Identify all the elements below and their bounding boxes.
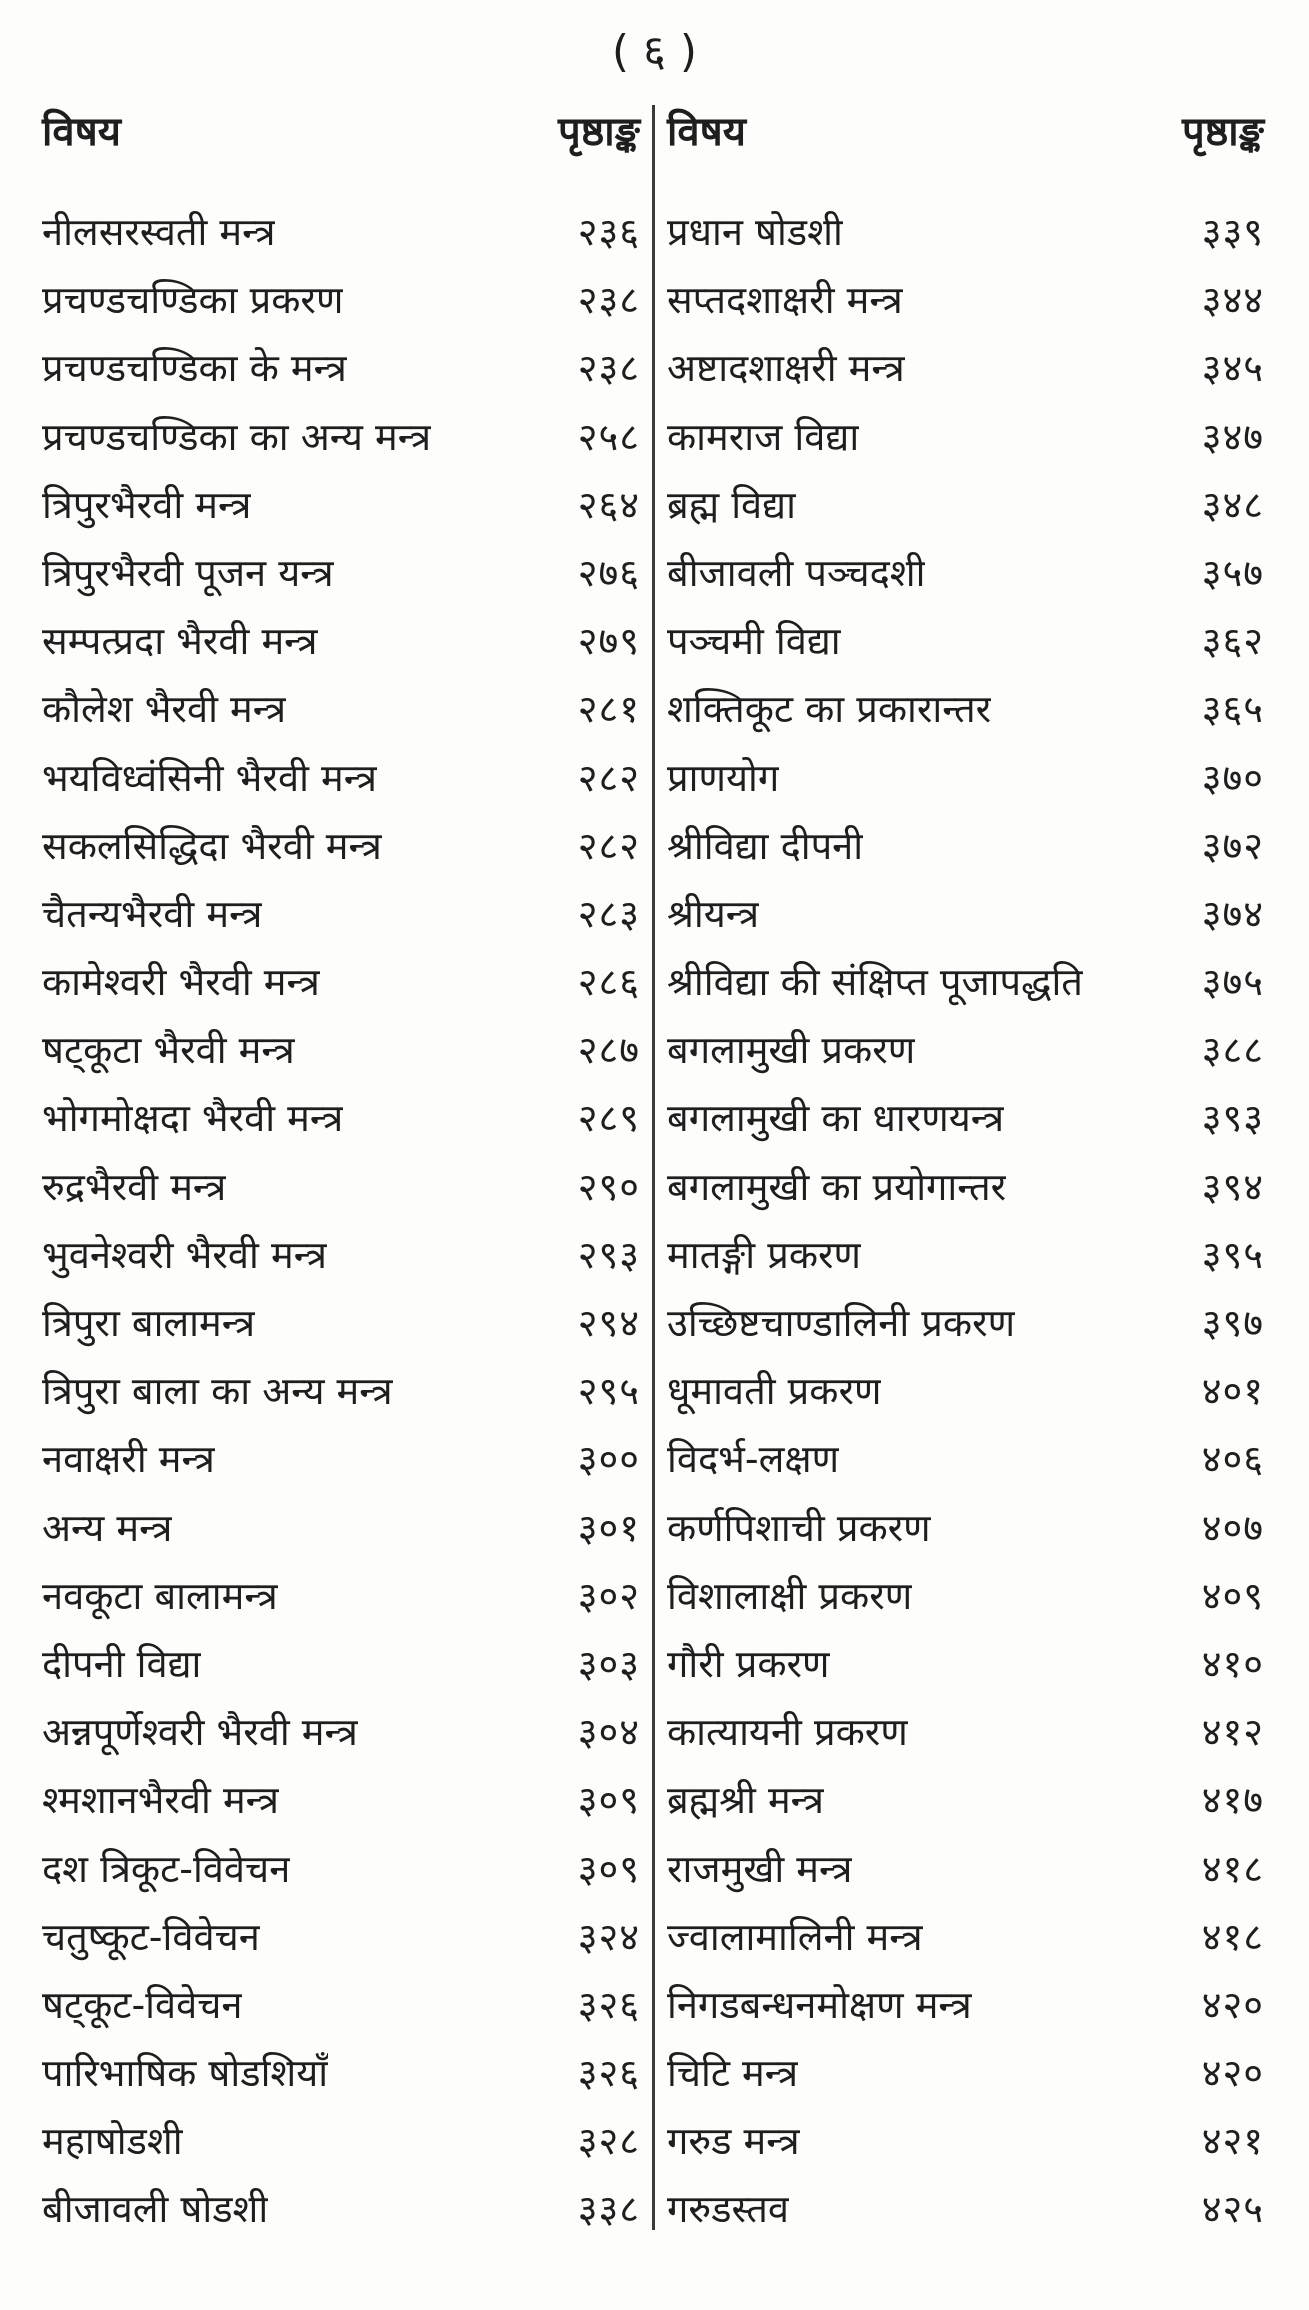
toc-entry [667,748,1264,816]
entry-page-number: ३६५ [1201,687,1264,732]
entry-title: रुद्रभैरवी मन्त्र [42,1164,227,1209]
toc-entry [667,1361,1264,1429]
entry-page-number: ३८८ [1201,1028,1264,1073]
entry-page-number: ३३८ [577,2187,640,2232]
toc-entry [667,2179,1264,2247]
toc-entry [42,543,640,611]
entry-title: दीपनी विद्या [42,1641,202,1686]
entry-page-number: ४०१ [1201,1369,1264,1414]
entry-title: श्मशानभैरवी मन्त्र [42,1778,280,1823]
toc-entry [42,1702,640,1770]
toc-entry [667,1429,1264,1497]
entry-page-number: २३८ [577,346,640,391]
entry-title: कर्णपिशाची प्रकरण [667,1505,931,1550]
toc-entry [42,202,640,270]
entry-title: भुवनेश्वरी भैरवी मन्त्र [42,1232,328,1277]
entry-title: श्रीविद्या दीपनी [667,823,864,868]
page-heading: पृष्ठाङ्क [558,109,640,155]
entry-title: गरुड मन्त्र [667,2119,800,2164]
entry-title: सम्पत्प्रदा भैरवी मन्त्र [42,619,318,664]
toc-entry [667,952,1264,1020]
toc-entry [667,475,1264,543]
entry-page-number: ३६२ [1201,619,1264,664]
toc-entry [667,1839,1264,1907]
entry-title: निगडबन्धनमोक्षण मन्त्र [667,1982,972,2027]
entry-page-number: ३२६ [577,2051,640,2096]
toc-entry [667,1225,1264,1293]
toc-entry [42,1975,640,2043]
entry-page-number: २९० [577,1164,640,1209]
toc-entry [42,748,640,816]
entry-page-number: ३७५ [1201,960,1264,1005]
toc-entry [42,611,640,679]
entry-title: चतुष्कूट-विवेचन [42,1914,260,1959]
toc-entry [667,1566,1264,1634]
entry-page-number: ३०९ [577,1778,640,1823]
toc-entry [667,1498,1264,1566]
entry-title: प्रचण्डचण्डिका के मन्त्र [42,346,347,391]
page-heading: पृष्ठाङ्क [1182,109,1264,155]
toc-entry [667,1020,1264,1088]
entry-title: कामराज विद्या [667,414,860,459]
entry-page-number: ३४५ [1201,346,1264,391]
toc-entry [42,475,640,543]
entry-page-number: ३५७ [1201,550,1264,595]
entry-title: अन्नपूर्णेश्वरी भैरवी मन्त्र [42,1710,358,1755]
entry-title: प्रधान षोडशी [667,210,843,254]
entry-title: प्रचण्डचण्डिका का अन्य मन्त्र [42,414,432,459]
entry-page-number: २३८ [577,278,640,323]
toc-entry [42,1361,640,1429]
entry-page-number: ४१२ [1201,1710,1264,1755]
toc-entry [42,1566,640,1634]
entry-title: राजमुखी मन्त्र [667,1846,853,1891]
entry-title: ज्वालामालिनी मन्त्र [667,1914,923,1959]
entry-title: त्रिपुरभैरवी मन्त्र [42,482,252,527]
entry-page-number: ३४४ [1201,278,1264,323]
entry-page-number: ३९७ [1201,1301,1264,1345]
entry-title: सकलसिद्धिदा भैरवी मन्त्र [42,823,382,868]
entry-page-number: २३६ [577,210,640,254]
entry-title: भोगमोक्षदा भैरवी मन्त्र [42,1096,344,1141]
entry-page-number: २७६ [577,550,640,595]
entry-title: मातङ्गी प्रकरण [667,1232,862,1277]
entry-title: पञ्चमी विद्या [667,619,841,664]
toc-entry [42,1498,640,1566]
entry-page-number: ४१८ [1201,1846,1264,1891]
toc-entry [42,1770,640,1838]
entry-page-number: २७९ [577,619,640,664]
right-column [667,102,1264,2248]
entry-page-number: २८२ [577,755,640,800]
toc-entry [42,1839,640,1907]
entry-title: भयविध्वंसिनी भैरवी मन्त्र [42,755,378,800]
toc-entry [667,1702,1264,1770]
toc-entry [667,816,1264,884]
entry-title: षट्कूटा भैरवी मन्त्र [42,1028,295,1073]
toc-entry [667,1634,1264,1702]
entry-title: बीजावली पञ्चदशी [667,550,926,595]
entry-page-number: ३७० [1201,755,1264,800]
toc-entry [667,270,1264,338]
entry-title: कामेश्वरी भैरवी मन्त्र [42,960,320,1005]
toc-entry [667,1975,1264,2043]
left-column-header [42,102,640,202]
entry-title: सप्तदशाक्षरी मन्त्र [667,278,903,323]
toc-entry [42,1293,640,1361]
entry-title: बगलामुखी प्रकरण [667,1028,916,1073]
toc-entry [42,816,640,884]
entry-page-number: २९४ [577,1301,640,1345]
toc-entry [667,2043,1264,2111]
toc-entry [667,1770,1264,1838]
toc-entry [42,1225,640,1293]
entry-page-number: ३०३ [577,1641,640,1686]
entry-page-number: ३९३ [1201,1096,1264,1141]
entry-page-number: ३४७ [1201,414,1264,459]
entry-page-number: ४२० [1201,1982,1264,2027]
entry-page-number: ३०२ [577,1573,640,1618]
entry-title: नीलसरस्वती मन्त्र [42,210,276,254]
toc-entry [42,270,640,338]
entry-page-number: ३०१ [577,1505,640,1550]
topic-heading: विषय [42,109,121,155]
toc-entry [42,679,640,747]
entry-page-number: २८३ [577,891,640,936]
entry-title: ब्रह्म विद्या [667,482,796,527]
entry-title: कात्यायनी प्रकरण [667,1710,908,1755]
entry-page-number: ४०९ [1201,1573,1264,1618]
entry-title: चिटि मन्त्र [667,2051,799,2096]
entry-title: महाषोडशी [42,2119,183,2164]
entry-page-number: ३७४ [1201,891,1264,936]
entry-title: त्रिपुरा बाला का अन्य मन्त्र [42,1369,393,1414]
toc-entry [42,1088,640,1156]
entry-title: प्राणयोग [667,755,780,800]
toc-entry [42,1020,640,1088]
entry-title: श्रीविद्या की संक्षिप्त पूजापद्धति [667,960,1083,1005]
entry-title: प्रचण्डचण्डिका प्रकरण [42,278,344,323]
entry-page-number: ३९५ [1201,1232,1264,1277]
entry-title: श्रीयन्त्र [667,891,760,936]
entry-title: अन्य मन्त्र [42,1505,173,1550]
right-column-header [667,102,1264,202]
entry-page-number: ४१७ [1201,1778,1264,1823]
toc-entry [42,2043,640,2111]
toc-entry [42,952,640,1020]
entry-page-number: २६४ [577,482,640,527]
entry-page-number: २५८ [577,414,640,459]
toc-entry [42,2179,640,2247]
entry-title: बगलामुखी का प्रयोगान्तर [667,1164,1007,1209]
toc-entry [667,1088,1264,1156]
toc-entry [667,884,1264,952]
entry-page-number: २८७ [577,1028,640,1073]
toc-entry [42,2111,640,2179]
toc-entry [667,338,1264,406]
entry-page-number: २८६ [577,960,640,1005]
entry-title: उच्छिष्टचाण्डालिनी प्रकरण [667,1301,1016,1345]
entry-page-number: २८१ [577,687,640,732]
entry-page-number: ४०७ [1201,1505,1264,1550]
entry-title: षट्कूट-विवेचन [42,1982,243,2027]
toc-entry [42,1429,640,1497]
entry-title: नवाक्षरी मन्त्र [42,1437,215,1482]
entry-page-number: ३४८ [1201,482,1264,527]
entry-page-number: ३९४ [1201,1164,1264,1209]
entry-page-number: ३२८ [577,2119,640,2164]
toc-entry [42,1907,640,1975]
page-number: ( ६ ) [611,26,698,77]
entry-page-number: ३०४ [577,1710,640,1755]
entry-title: दश त्रिकूट-विवेचन [42,1846,291,1891]
entry-title: धूमावती प्रकरण [667,1369,882,1414]
toc-entry [42,1634,640,1702]
entry-page-number: २९३ [577,1232,640,1277]
entry-title: शक्तिकूट का प्रकारान्तर [667,687,992,732]
entry-page-number: ३०९ [577,1846,640,1891]
entry-title: अष्टादशाक्षरी मन्त्र [667,346,905,391]
entry-title: बगलामुखी का धारणयन्त्र [667,1096,1005,1141]
entry-title: विदर्भ-लक्षण [667,1437,840,1482]
entry-page-number: ४०६ [1201,1437,1264,1482]
entry-page-number: २८९ [577,1096,640,1141]
toc-entry [667,543,1264,611]
toc-entry [667,1907,1264,1975]
entry-page-number: ४२१ [1201,2119,1264,2164]
entry-page-number: ४२० [1201,2051,1264,2096]
entry-title: त्रिपुरभैरवी पूजन यन्त्र [42,550,334,595]
toc-entry [667,202,1264,270]
entry-title: त्रिपुरा बालामन्त्र [42,1301,256,1345]
toc-entry [667,2111,1264,2179]
left-entry-list [42,202,640,2248]
toc-entry [667,1157,1264,1225]
entry-page-number: ४२५ [1201,2187,1264,2232]
toc-entry [667,1293,1264,1361]
entry-title: चैतन्यभैरवी मन्त्र [42,891,263,936]
right-entry-list [667,202,1264,2248]
topic-heading: विषय [667,109,746,155]
entry-title: गरुडस्तव [667,2187,790,2232]
toc-entry [42,407,640,475]
entry-page-number: २९५ [577,1369,640,1414]
entry-title: ब्रह्मश्री मन्त्र [667,1778,825,1823]
entry-page-number: ३७२ [1201,823,1264,868]
toc-entry [667,407,1264,475]
entry-page-number: २८२ [577,823,640,868]
toc-entry [667,679,1264,747]
entry-page-number: ३०० [577,1437,640,1482]
entry-page-number: ३२६ [577,1982,640,2027]
toc-entry [42,884,640,952]
entry-title: गौरी प्रकरण [667,1641,830,1686]
entry-title: नवकूटा बालामन्त्र [42,1573,278,1618]
entry-title: विशालाक्षी प्रकरण [667,1573,913,1618]
toc-entry [42,1157,640,1225]
toc-entry [667,611,1264,679]
column-divider [652,105,655,2230]
toc-entry [42,338,640,406]
entry-page-number: ४१० [1201,1641,1264,1686]
entry-page-number: ३२४ [577,1914,640,1959]
entry-title: पारिभाषिक षोडशियाँ [42,2051,329,2096]
left-column [42,102,640,2248]
entry-title: बीजावली षोडशी [42,2187,269,2232]
entry-title: कौलेश भैरवी मन्त्र [42,687,287,732]
entry-page-number: ३३९ [1201,210,1264,254]
entry-page-number: ४१८ [1201,1914,1264,1959]
